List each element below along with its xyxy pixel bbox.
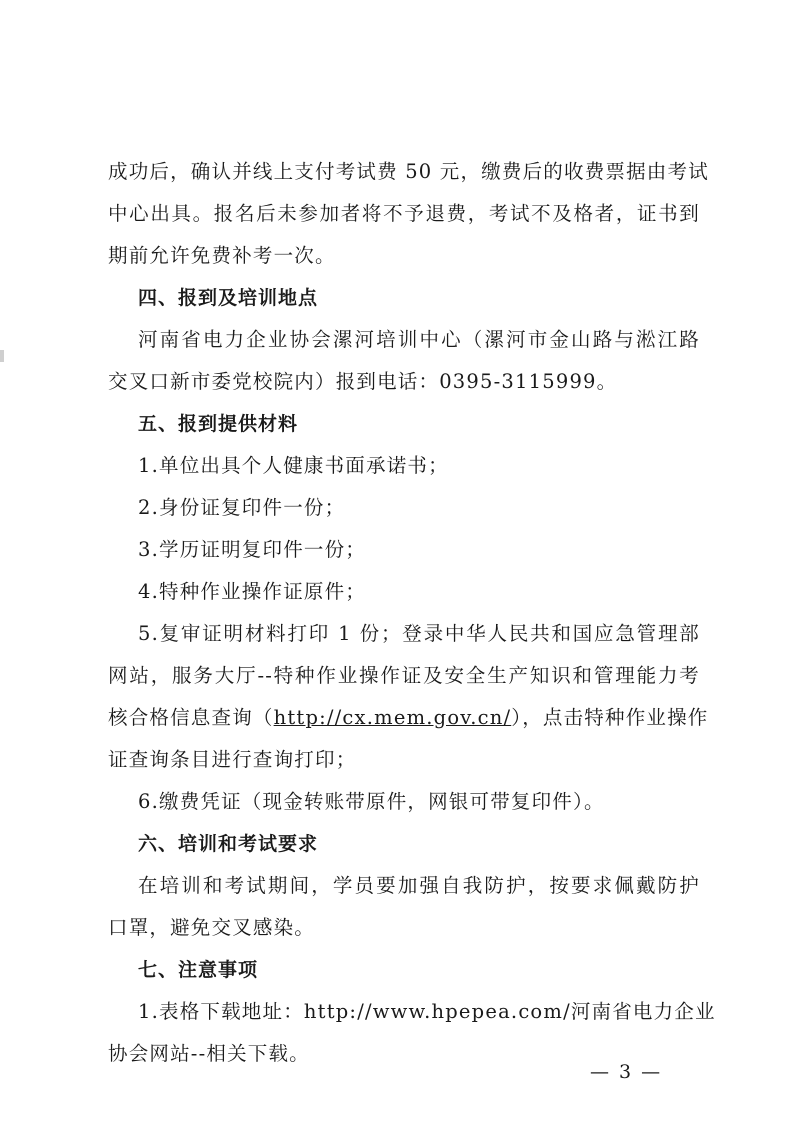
section5-item6: 6.缴费凭证（现金转账带原件，网银可带复印件）。 — [138, 790, 605, 813]
section6-heading: 六、培训和考试要求 — [138, 833, 319, 855]
section3-line3: 期前允许免费补考一次。 — [108, 244, 336, 267]
section7-line2: 协会网站--相关下载。 — [108, 1042, 310, 1065]
section5-item5-line2: 网站，服务大厅--特种作业操作证及安全生产知识和管理能力考 — [108, 664, 700, 687]
section5-item2: 2.身份证复印件一份； — [138, 496, 346, 519]
section5-item4: 4.特种作业操作证原件； — [138, 580, 367, 603]
section5-item1: 1.单位出具个人健康书面承诺书； — [138, 454, 449, 477]
section4-line2: 交叉口新市委党校院内）报到电话：0395-3115999。 — [108, 370, 618, 393]
section7-heading: 七、注意事项 — [138, 959, 259, 981]
section6-line1: 在培训和考试期间，学员要加强自我防护，按要求佩戴防护 — [138, 874, 700, 897]
item5-line3-pre: 核合格信息查询（ — [108, 706, 274, 729]
section5-item5-line3 — [108, 704, 709, 732]
section6-line2: 口罩，避免交叉感染。 — [108, 916, 316, 939]
section5-heading: 五、报到提供材料 — [138, 413, 299, 435]
scan-mark — [0, 350, 4, 362]
section5-item5-line4: 证查询条目进行查询打印； — [108, 748, 357, 771]
mem-query-link[interactable]: http://cx.mem.gov.cn/ — [273, 706, 512, 729]
section5-item5-line1: 5.复审证明材料打印 1 份；登录中华人民共和国应急管理部 — [138, 622, 700, 645]
page-number: — 3 — — [590, 1061, 663, 1083]
section4-heading: 四、报到及培训地点 — [138, 287, 319, 309]
section7-line1: 1.表格下载地址：http://www.hpepea.com/河南省电力企业 — [138, 1000, 716, 1023]
section3-line1: 成功后，确认并线上支付考试费 50 元，缴费后的收费票据由考试 — [108, 160, 709, 183]
section4-line1: 河南省电力企业协会漯河培训中心（漯河市金山路与淞江路 — [138, 328, 700, 351]
section5-item3: 3.学历证明复印件一份； — [138, 538, 367, 561]
section3-line2: 中心出具。报名后未参加者将不予退费，考试不及格者，证书到 — [108, 202, 700, 225]
item5-line3-post: ），点击特种作业操作 — [511, 706, 709, 729]
